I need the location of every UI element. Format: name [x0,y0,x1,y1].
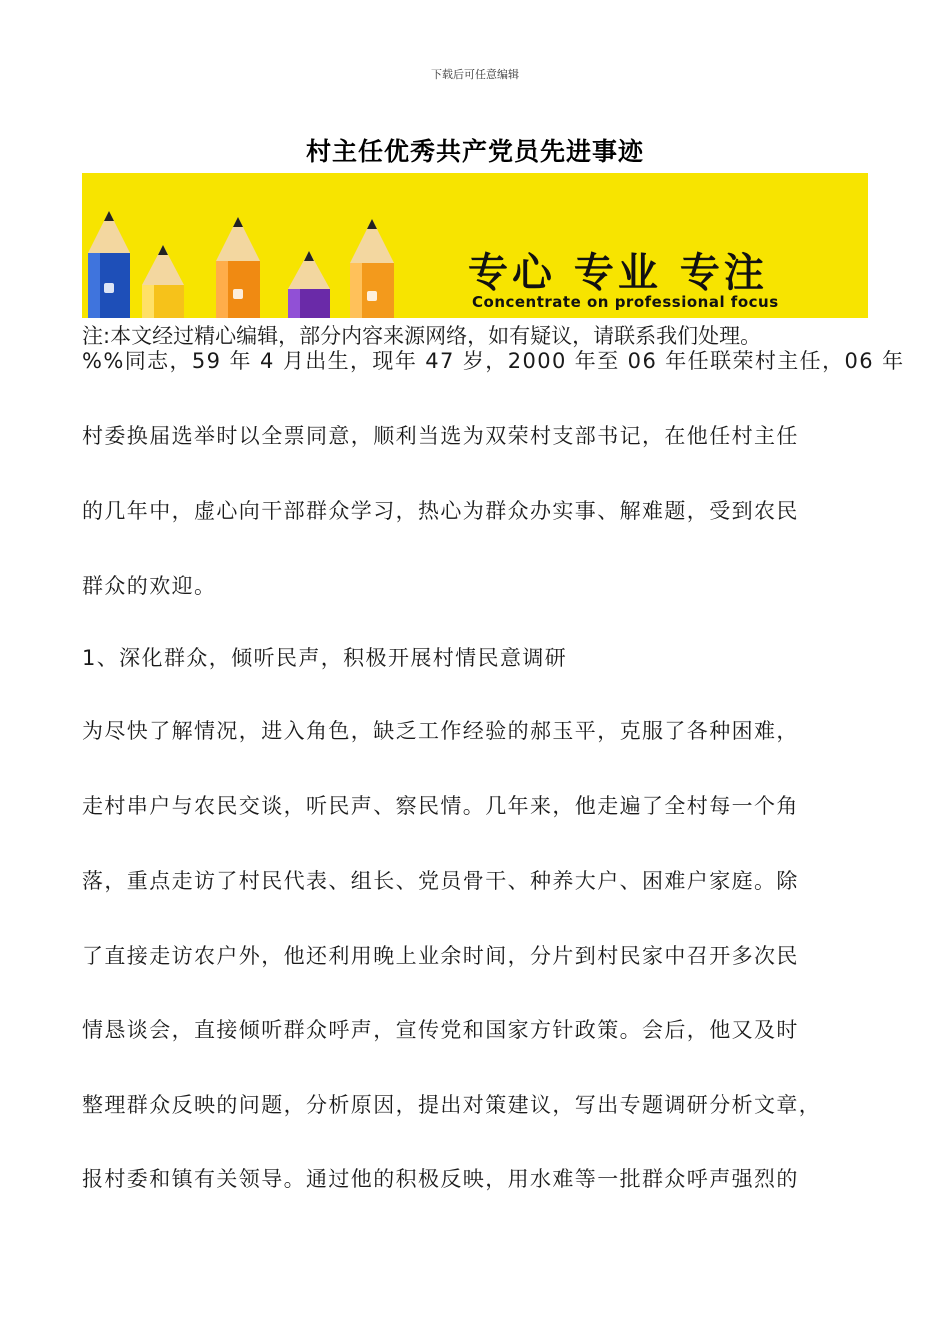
paragraph-line: 报村委和镇有关领导。通过他的积极反映，用水难等一批群众呼声强烈的 [82,1167,799,1191]
editor-note: 注:本文经过精心编辑，部分内容来源网络，如有疑议，请联系我们处理。 [82,324,762,348]
banner-slogan: 专心 专业 专注 [468,250,768,296]
pencil-blue-icon [88,211,130,318]
banner-tagline: Concentrate on professional focus [472,293,779,311]
paragraph-line: 了直接走访农户外，他还利用晚上业余时间，分片到村民家中召开多次民 [82,944,799,968]
pencil-yellow-icon [142,245,184,318]
paragraph-line: 为尽快了解情况，进入角色，缺乏工作经验的郝玉平，克服了各种困难， [82,719,799,743]
pencil-orange-icon [216,217,260,318]
section-heading: 1、深化群众，倾听民声，积极开展村情民意调研 [82,646,568,670]
paragraph-line: 的几年中，虚心向干部群众学习，热心为群众办实事、解难题，受到农民 [82,499,799,523]
pencil-purple-icon [288,251,330,318]
paragraph-line: 村委换届选举时以全票同意，顺利当选为双荣村支部书记，在他任村主任 [82,424,799,448]
paragraph-line: 落，重点走访了村民代表、组长、党员骨干、种养大户、困难户家庭。除 [82,869,799,893]
paragraph-line: %%同志，59 年 4 月出生，现年 47 岁，2000 年至 06 年任联荣村主任，06 年 [82,349,905,373]
paragraph-line: 整理群众反映的问题，分析原因，提出对策建议，写出专题调研分析文章， [82,1093,822,1117]
paragraph-line: 情恳谈会，直接倾听群众呼声，宣传党和国家方针政策。会后，他又及时 [82,1018,799,1042]
page-header-note: 下载后可任意编辑 [431,68,519,81]
pencil-orange-2-icon [350,219,394,318]
banner-image [82,173,868,318]
paragraph-line: 群众的欢迎。 [82,574,217,598]
document-title: 村主任优秀共产党员先进事迹 [305,137,644,166]
paragraph-line: 走村串户与农民交谈，听民声、察民情。几年来，他走遍了全村每一个角 [82,794,799,818]
